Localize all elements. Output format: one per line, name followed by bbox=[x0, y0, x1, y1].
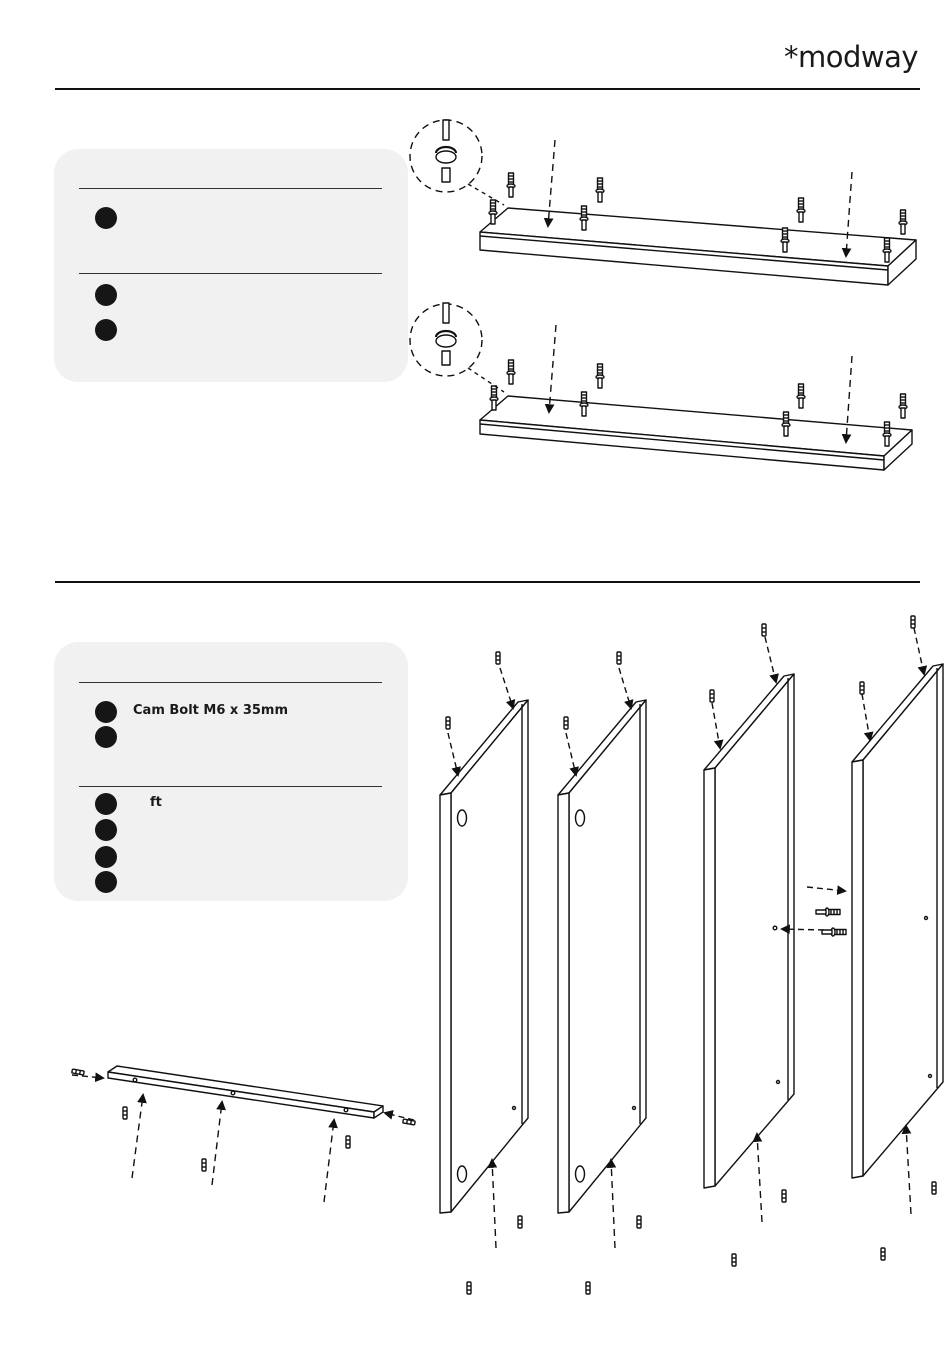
cam-bolt-icon bbox=[822, 928, 846, 936]
part-label-cam-bolt: Cam Bolt M6 x 35mm bbox=[133, 703, 289, 718]
dowel-icon bbox=[202, 1159, 206, 1171]
brand-logo: *modway bbox=[784, 40, 919, 74]
shelf-illustration-1 bbox=[410, 120, 916, 285]
cam-bolt-icon bbox=[899, 210, 907, 234]
dowel-icon bbox=[911, 616, 915, 628]
dowel-icon bbox=[518, 1216, 522, 1228]
dowel-icon bbox=[881, 1248, 885, 1260]
dowel-icon bbox=[932, 1182, 936, 1194]
dowel-icon bbox=[123, 1107, 127, 1119]
dowel-icon bbox=[496, 652, 500, 664]
direction-arrow-icon bbox=[549, 325, 556, 412]
dowel-icon bbox=[564, 717, 568, 729]
dowel-icon bbox=[732, 1254, 736, 1266]
shelf-illustration-2 bbox=[410, 303, 912, 470]
dowel-icon bbox=[762, 624, 766, 636]
cam-bolt-icon bbox=[596, 364, 604, 388]
dowel-icon bbox=[346, 1136, 350, 1148]
cam-bolt-icon bbox=[507, 360, 515, 384]
dowel-icon bbox=[860, 682, 864, 694]
cam-bolt-icon bbox=[797, 198, 805, 222]
side-panel-4 bbox=[852, 616, 943, 1260]
side-panel-3 bbox=[704, 624, 846, 1266]
cam-bolt-icon bbox=[816, 908, 840, 916]
dowel-icon bbox=[617, 652, 621, 664]
dowel-icon bbox=[637, 1216, 641, 1228]
cam-bolt-icon bbox=[596, 178, 604, 202]
dowel-icon bbox=[446, 717, 450, 729]
side-panel-2 bbox=[558, 652, 646, 1294]
dowel-icon bbox=[710, 690, 714, 702]
dowel-icon bbox=[467, 1282, 471, 1294]
dowel-icon bbox=[782, 1190, 786, 1202]
dowel-icon bbox=[72, 1069, 85, 1075]
cam-bolt-icon bbox=[899, 394, 907, 418]
part-label-fragment: ft bbox=[150, 795, 162, 810]
cam-bolt-icon bbox=[507, 173, 515, 197]
rail-illustration bbox=[72, 1066, 416, 1202]
dowel-icon bbox=[586, 1282, 590, 1294]
side-panel-1 bbox=[440, 652, 528, 1294]
cam-bolt-icon bbox=[797, 384, 805, 408]
